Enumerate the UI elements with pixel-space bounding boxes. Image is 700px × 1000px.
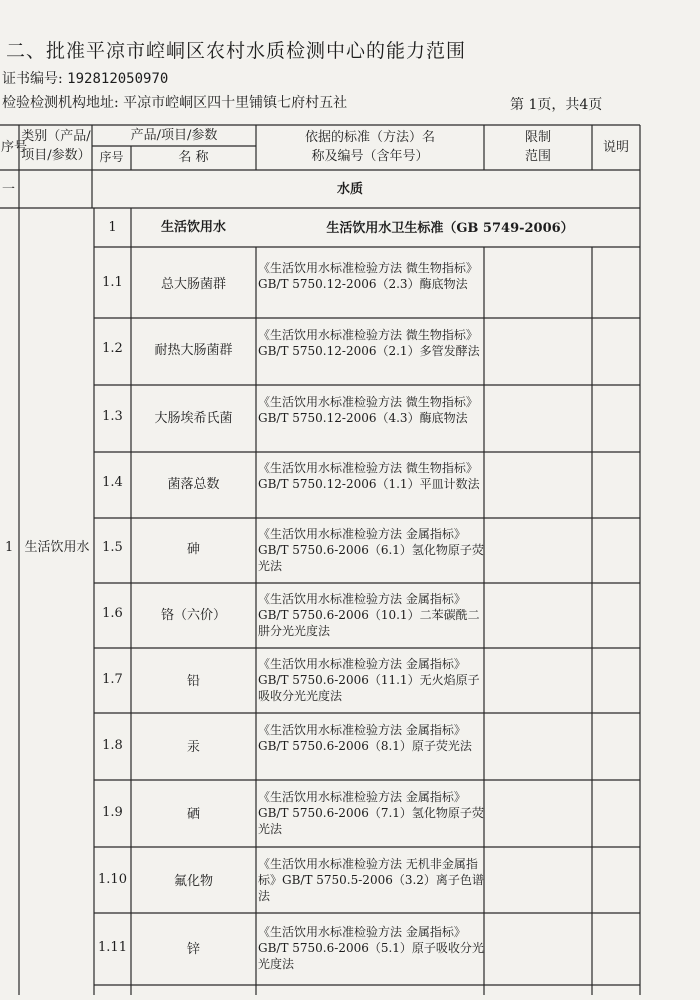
row-method: 《生活饮用水标准检验方法 微生物指标》GB/T 5750.12-2006（1.1）平皿计数法 xyxy=(258,461,480,491)
address-value: 平凉市崆峒区四十里铺镇七府村五社 xyxy=(123,95,348,111)
group-category: 生活饮用水 xyxy=(24,540,90,555)
row-name: 铬（六价） xyxy=(160,608,226,623)
row-seq: 1.9 xyxy=(102,805,123,820)
row-name: 铅 xyxy=(186,674,200,689)
row-method: 《生活饮用水标准检验方法 微生物指标》GB/T 5750.12-2006（2.1）多管发酵法 xyxy=(258,328,480,358)
row-method: 《生活饮用水标准检验方法 微生物指标》GB/T 5750.12-2006（4.3）酶底物法 xyxy=(258,395,478,425)
row-method: 《生活饮用水标准检验方法 金属指标》GB/T 5750.6-2006（5.1）原子吸收分光光度法 xyxy=(258,925,484,971)
row-method: 《生活饮用水标准检验方法 金属指标》GB/T 5750.6-2006（8.1）原子荧光法 xyxy=(258,723,472,753)
row-name: 耐热大肠菌群 xyxy=(154,343,233,358)
row-seq: 1.6 xyxy=(102,606,123,621)
row-method: 《生活饮用水标准检验方法 金属指标》GB/T 5750.6-2006（7.1）氢化物原子荧光法 xyxy=(258,790,484,836)
row-seq: 1.11 xyxy=(98,940,127,955)
row-seq: 1.7 xyxy=(102,672,123,687)
row-seq: 1.1 xyxy=(102,275,123,290)
row-name: 大肠埃希氏菌 xyxy=(154,411,233,426)
page-title: 二、批准平凉市崆峒区农村水质检测中心的能力范围 xyxy=(6,40,467,62)
product-name: 生活饮用水 xyxy=(160,220,226,235)
group-seq: 1 xyxy=(5,540,14,555)
header-seq: 序号 xyxy=(1,140,28,155)
header-product-param: 产品/项目/参数 xyxy=(130,128,218,143)
row-name: 氟化物 xyxy=(173,874,213,889)
certificate-label: 证书编号: xyxy=(2,71,63,87)
row-method: 《生活饮用水标准检验方法 金属指标》GB/T 5750.6-2006（11.1）无火焰原子吸收分光光度法 xyxy=(258,657,480,703)
header-standard: 依据的标准（方法）名称及编号（含年号） xyxy=(304,130,435,164)
header-sub-seq: 序号 xyxy=(99,150,124,164)
section-title: 水质 xyxy=(336,182,363,197)
row-name: 硒 xyxy=(186,807,200,822)
address-label: 检验检测机构地址: xyxy=(2,95,119,111)
row-name: 菌落总数 xyxy=(167,477,220,492)
certificate-value: 192812050970 xyxy=(67,71,169,87)
row-name: 锌 xyxy=(186,942,200,957)
row-name: 砷 xyxy=(186,542,200,557)
header-limit: 限制范围 xyxy=(524,130,551,164)
header-category: 类别（产品/项目/参数） xyxy=(21,129,91,163)
product-seq: 1 xyxy=(108,220,117,235)
page-indicator: 第 1页，共4页 xyxy=(510,97,603,113)
row-seq: 1.10 xyxy=(98,872,127,887)
row-name: 总大肠菌群 xyxy=(160,277,226,292)
row-seq: 1.8 xyxy=(102,738,123,753)
header-remark: 说明 xyxy=(602,140,629,155)
row-name: 汞 xyxy=(186,740,200,755)
row-method: 《生活饮用水标准检验方法 金属指标》GB/T 5750.6-2006（6.1）氢化物原子荧光法 xyxy=(258,527,484,573)
row-method: 《生活饮用水标准检验方法 微生物指标》GB/T 5750.12-2006（2.3）酶底物法 xyxy=(258,261,478,291)
row-seq: 1.5 xyxy=(102,540,123,555)
row-seq: 1.3 xyxy=(102,409,123,424)
row-seq: 1.4 xyxy=(102,475,123,490)
header-name: 名 称 xyxy=(178,150,209,165)
row-seq: 1.2 xyxy=(102,341,123,356)
row-method: 《生活饮用水标准检验方法 金属指标》GB/T 5750.6-2006（10.1）二苯碳酰二肼分光光度法 xyxy=(258,592,480,638)
section-seq: 一 xyxy=(2,182,16,197)
product-standard: 生活饮用水卫生标准（GB 5749-2006） xyxy=(326,221,574,236)
row-method: 《生活饮用水标准检验方法 无机非金属指标》GB/T 5750.5-2006（3.2）离子色谱法 xyxy=(258,857,484,903)
